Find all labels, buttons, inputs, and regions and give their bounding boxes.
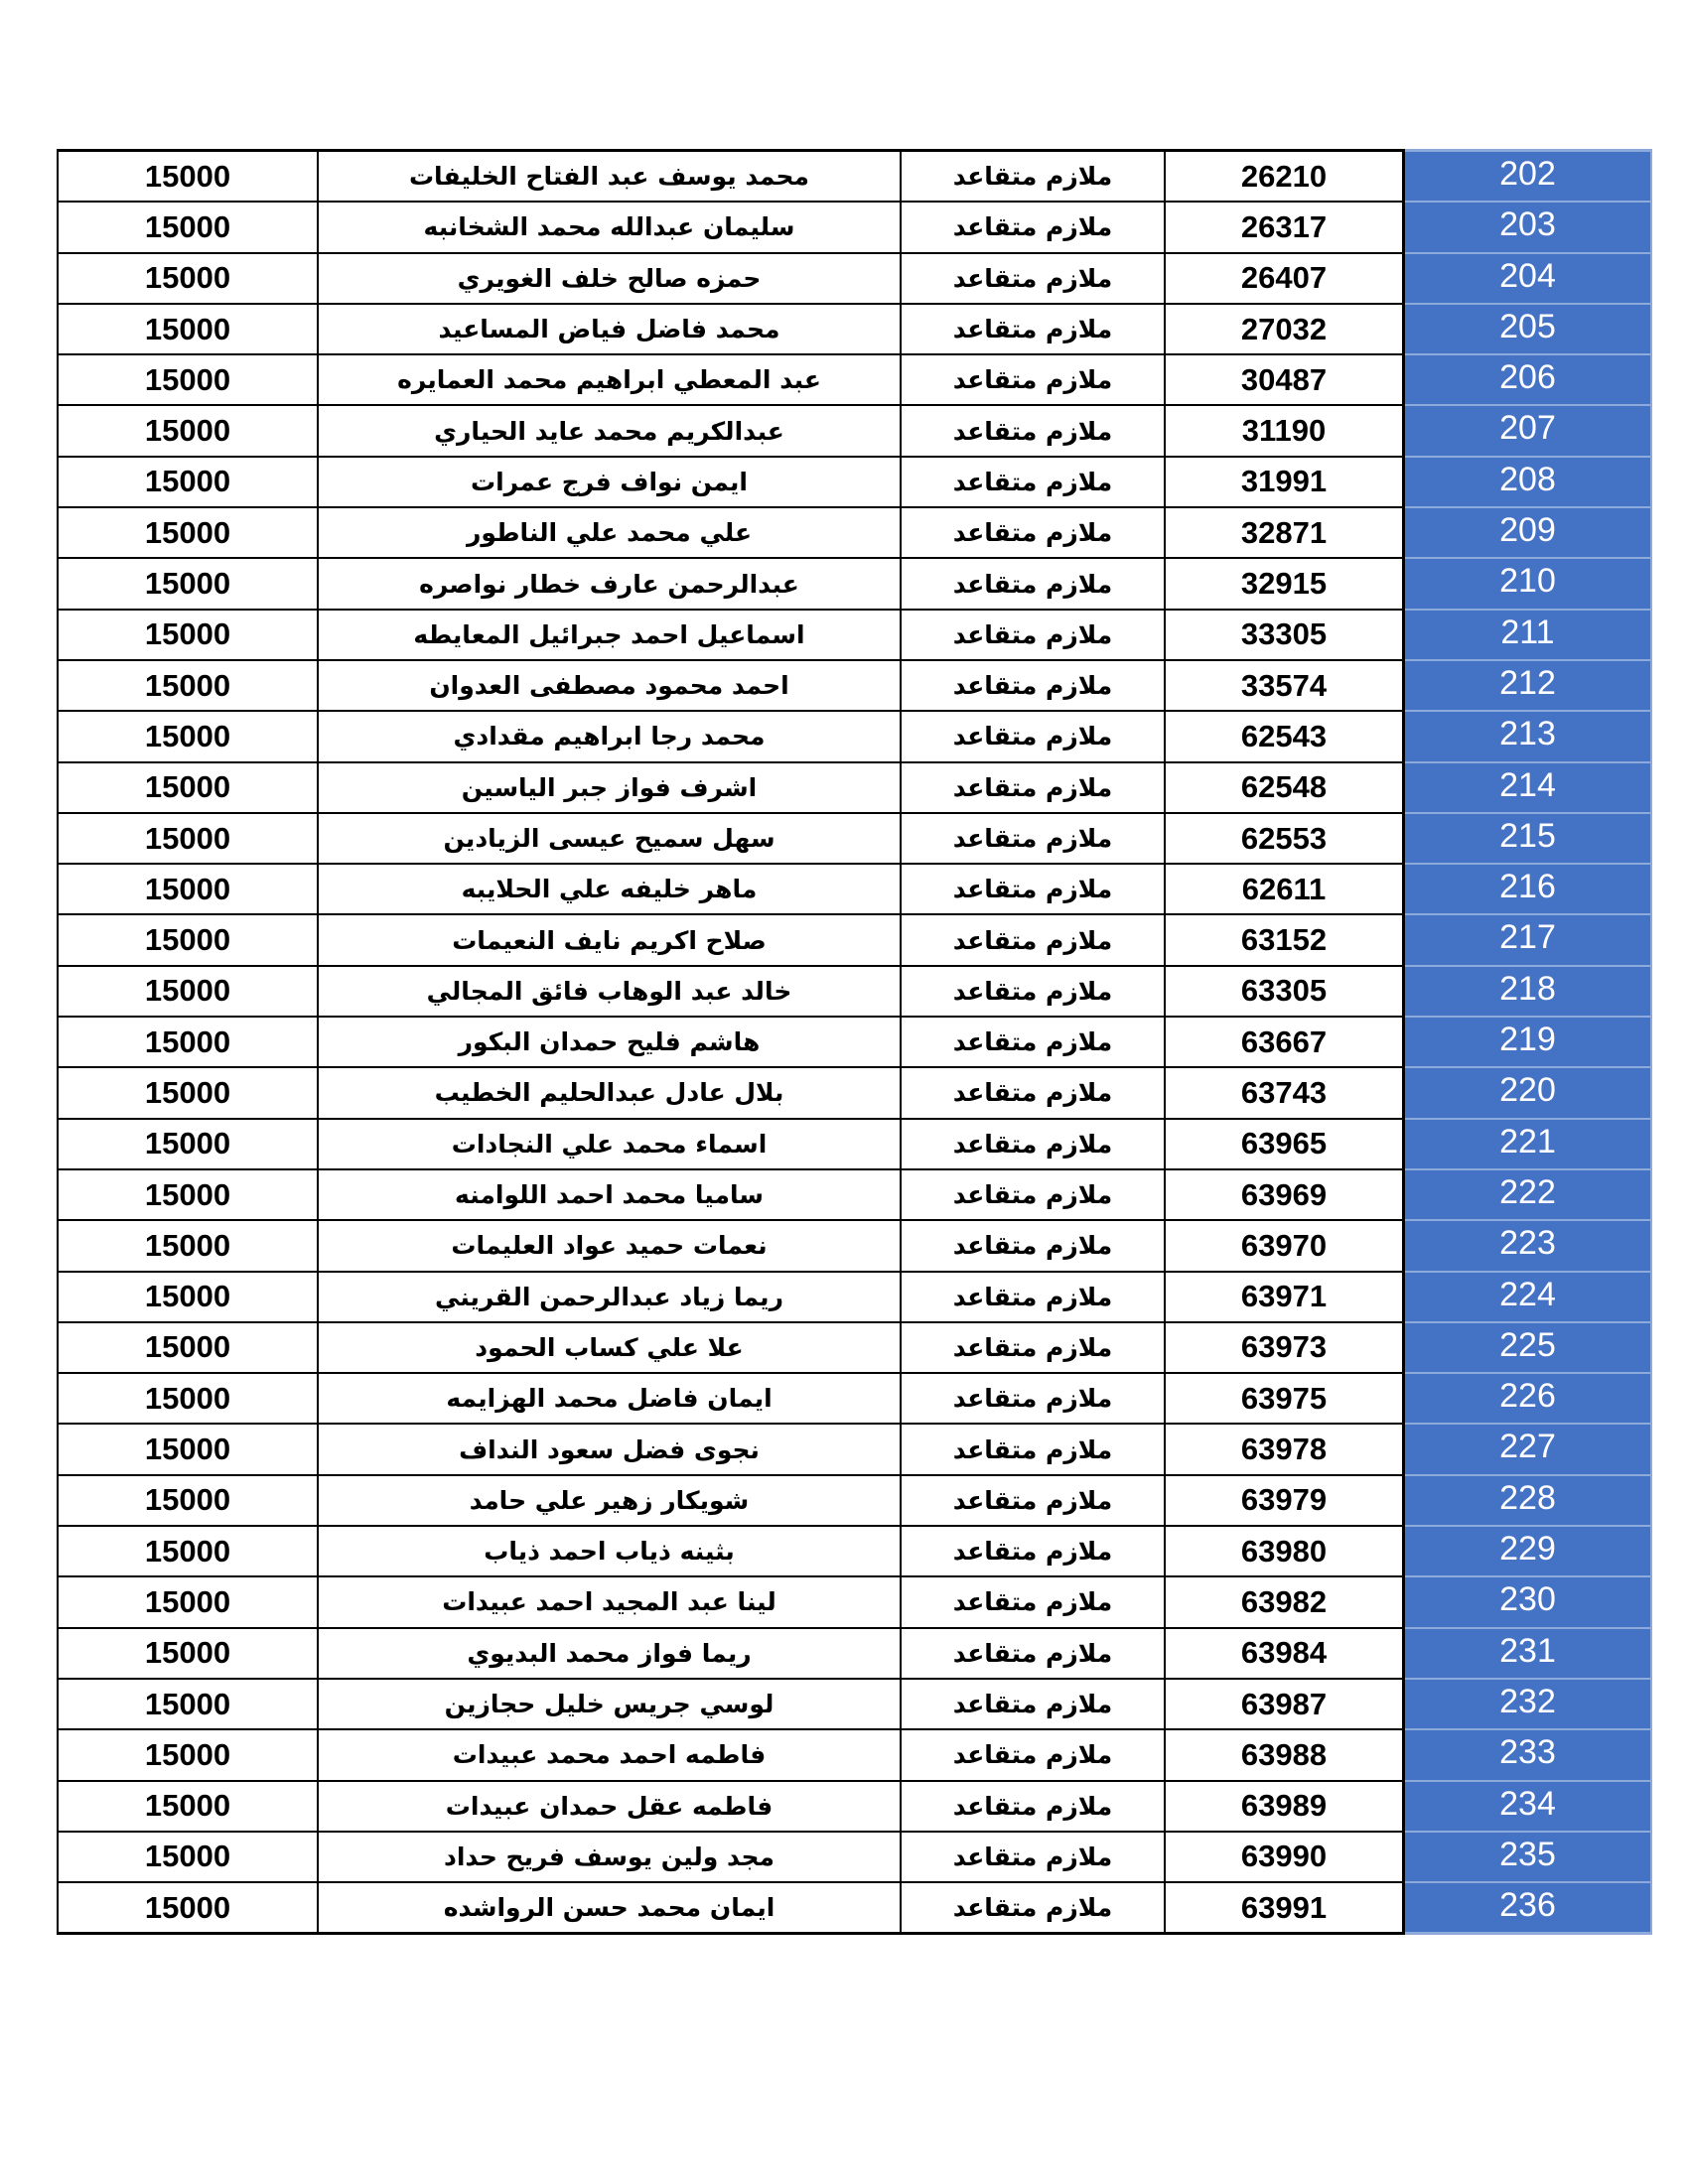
amount-cell: 15000	[58, 1373, 318, 1424]
name-cell: ايمان محمد حسن الرواشده	[318, 1882, 901, 1934]
table-row	[58, 1373, 1651, 1424]
rank-cell: ملازم متقاعد	[901, 1017, 1165, 1067]
table-row	[58, 1576, 1651, 1627]
rank-cell: ملازم متقاعد	[901, 354, 1165, 405]
sequence-number-cell: 218	[1404, 966, 1652, 1017]
id-number-cell: 26407	[1165, 253, 1404, 304]
id-number-cell: 63989	[1165, 1781, 1404, 1832]
sequence-number-cell: 214	[1404, 762, 1652, 813]
table-row	[58, 1729, 1651, 1780]
table-row	[58, 151, 1651, 203]
amount-cell: 15000	[58, 253, 318, 304]
sequence-number-cell: 207	[1404, 405, 1652, 456]
table-row	[58, 1322, 1651, 1373]
amount-cell: 15000	[58, 1679, 318, 1729]
amount-cell: 15000	[58, 1220, 318, 1271]
name-cell: بثينه ذياب احمد ذياب	[318, 1526, 901, 1576]
rank-cell: ملازم متقاعد	[901, 1322, 1165, 1373]
id-number-cell: 63991	[1165, 1882, 1404, 1934]
rank-cell: ملازم متقاعد	[901, 1169, 1165, 1220]
rank-cell: ملازم متقاعد	[901, 1119, 1165, 1169]
name-cell: ساميا محمد احمد اللوامنه	[318, 1169, 901, 1220]
sequence-number-cell: 208	[1404, 457, 1652, 507]
id-number-cell: 63982	[1165, 1576, 1404, 1627]
id-number-cell: 63987	[1165, 1679, 1404, 1729]
name-cell: نجوى فضل سعود النداف	[318, 1424, 901, 1474]
name-cell: شويكار زهير علي حامد	[318, 1475, 901, 1526]
name-cell: عبدالكريم محمد عايد الحياري	[318, 405, 901, 456]
name-cell: لوسي جريس خليل حجازين	[318, 1679, 901, 1729]
rank-cell: ملازم متقاعد	[901, 813, 1165, 864]
amount-cell: 15000	[58, 1119, 318, 1169]
amount-cell: 15000	[58, 1322, 318, 1373]
name-cell: اسماء محمد علي النجادات	[318, 1119, 901, 1169]
table-row	[58, 1017, 1651, 1067]
id-number-cell: 62548	[1165, 762, 1404, 813]
rank-cell: ملازم متقاعد	[901, 507, 1165, 558]
name-cell: هاشم فليح حمدان البكور	[318, 1017, 901, 1067]
table-row	[58, 1169, 1651, 1220]
id-number-cell: 26317	[1165, 202, 1404, 252]
id-number-cell: 63305	[1165, 966, 1404, 1017]
amount-cell: 15000	[58, 1781, 318, 1832]
name-cell: سهل سميح عيسى الزيادين	[318, 813, 901, 864]
rank-cell: ملازم متقاعد	[901, 1424, 1165, 1474]
name-cell: ايمن نواف فرج عمرات	[318, 457, 901, 507]
amount-cell: 15000	[58, 1628, 318, 1679]
name-cell: صلاح اكريم نايف النعيمات	[318, 914, 901, 965]
name-cell: محمد فاضل فياض المساعيد	[318, 304, 901, 354]
rank-cell: ملازم متقاعد	[901, 1272, 1165, 1322]
rank-cell: ملازم متقاعد	[901, 1526, 1165, 1576]
sequence-number-cell: 205	[1404, 304, 1652, 354]
name-cell: ايمان فاضل محمد الهزايمه	[318, 1373, 901, 1424]
amount-cell: 15000	[58, 864, 318, 914]
id-number-cell: 63743	[1165, 1067, 1404, 1118]
table-row	[58, 1119, 1651, 1169]
id-number-cell: 63973	[1165, 1322, 1404, 1373]
rank-cell: ملازم متقاعد	[901, 864, 1165, 914]
table-row	[58, 1832, 1651, 1882]
amount-cell: 15000	[58, 1526, 318, 1576]
amount-cell: 15000	[58, 1832, 318, 1882]
sequence-number-cell: 204	[1404, 253, 1652, 304]
amount-cell: 15000	[58, 711, 318, 761]
amount-cell: 15000	[58, 1272, 318, 1322]
amount-cell: 15000	[58, 354, 318, 405]
sequence-number-cell: 212	[1404, 660, 1652, 711]
amount-cell: 15000	[58, 1017, 318, 1067]
table-row	[58, 1220, 1651, 1271]
name-cell: علا علي كساب الحمود	[318, 1322, 901, 1373]
sequence-number-cell: 217	[1404, 914, 1652, 965]
sequence-number-cell: 213	[1404, 711, 1652, 761]
rank-cell: ملازم متقاعد	[901, 1067, 1165, 1118]
name-cell: خالد عبد الوهاب فائق المجالي	[318, 966, 901, 1017]
name-cell: بلال عادل عبدالحليم الخطيب	[318, 1067, 901, 1118]
amount-cell: 15000	[58, 457, 318, 507]
amount-cell: 15000	[58, 762, 318, 813]
table-row	[58, 1424, 1651, 1474]
name-cell: ريما زياد عبدالرحمن القريني	[318, 1272, 901, 1322]
amount-cell: 15000	[58, 1067, 318, 1118]
id-number-cell: 63988	[1165, 1729, 1404, 1780]
amount-cell: 15000	[58, 405, 318, 456]
rank-cell: ملازم متقاعد	[901, 1628, 1165, 1679]
amount-cell: 15000	[58, 202, 318, 252]
sequence-number-cell: 203	[1404, 202, 1652, 252]
name-cell: اسماعيل احمد جبرائيل المعايطه	[318, 610, 901, 660]
rank-cell: ملازم متقاعد	[901, 151, 1165, 203]
amount-cell: 15000	[58, 304, 318, 354]
rank-cell: ملازم متقاعد	[901, 711, 1165, 761]
id-number-cell: 30487	[1165, 354, 1404, 405]
id-number-cell: 63980	[1165, 1526, 1404, 1576]
name-cell: ريما فواز محمد البديوي	[318, 1628, 901, 1679]
rank-cell: ملازم متقاعد	[901, 304, 1165, 354]
id-number-cell: 63979	[1165, 1475, 1404, 1526]
id-number-cell: 62611	[1165, 864, 1404, 914]
sequence-number-cell: 230	[1404, 1576, 1652, 1627]
rank-cell: ملازم متقاعد	[901, 914, 1165, 965]
sequence-number-cell: 222	[1404, 1169, 1652, 1220]
sequence-number-cell: 225	[1404, 1322, 1652, 1373]
rank-cell: ملازم متقاعد	[901, 1373, 1165, 1424]
rank-cell: ملازم متقاعد	[901, 558, 1165, 609]
rank-cell: ملازم متقاعد	[901, 405, 1165, 456]
id-number-cell: 33574	[1165, 660, 1404, 711]
name-cell: لينا عبد المجيد احمد عبيدات	[318, 1576, 901, 1627]
amount-cell: 15000	[58, 914, 318, 965]
name-cell: حمزه صالح خلف الغويري	[318, 253, 901, 304]
amount-cell: 15000	[58, 1729, 318, 1780]
table-row	[58, 405, 1651, 456]
rank-cell: ملازم متقاعد	[901, 762, 1165, 813]
rank-cell: ملازم متقاعد	[901, 966, 1165, 1017]
rank-cell: ملازم متقاعد	[901, 202, 1165, 252]
name-cell: عبد المعطي ابراهيم محمد العمايره	[318, 354, 901, 405]
id-number-cell: 26210	[1165, 151, 1404, 203]
rank-cell: ملازم متقاعد	[901, 1679, 1165, 1729]
table-row	[58, 864, 1651, 914]
rank-cell: ملازم متقاعد	[901, 1729, 1165, 1780]
sequence-number-cell: 234	[1404, 1781, 1652, 1832]
name-cell: فاطمه احمد محمد عبيدات	[318, 1729, 901, 1780]
id-number-cell: 62553	[1165, 813, 1404, 864]
sequence-number-cell: 227	[1404, 1424, 1652, 1474]
id-number-cell: 62543	[1165, 711, 1404, 761]
sequence-number-cell: 221	[1404, 1119, 1652, 1169]
rank-cell: ملازم متقاعد	[901, 660, 1165, 711]
sequence-number-cell: 235	[1404, 1832, 1652, 1882]
rank-cell: ملازم متقاعد	[901, 1220, 1165, 1271]
sequence-number-cell: 216	[1404, 864, 1652, 914]
table-row	[58, 1679, 1651, 1729]
table-row	[58, 304, 1651, 354]
sequence-number-cell: 206	[1404, 354, 1652, 405]
name-cell: علي محمد علي الناطور	[318, 507, 901, 558]
table-row	[58, 813, 1651, 864]
rank-cell: ملازم متقاعد	[901, 1576, 1165, 1627]
name-cell: نعمات حميد عواد العليمات	[318, 1220, 901, 1271]
rank-cell: ملازم متقاعد	[901, 1882, 1165, 1934]
amount-cell: 15000	[58, 1475, 318, 1526]
sequence-number-cell: 211	[1404, 610, 1652, 660]
amount-cell: 15000	[58, 1424, 318, 1474]
rank-cell: ملازم متقاعد	[901, 1475, 1165, 1526]
table-row	[58, 558, 1651, 609]
rank-cell: ملازم متقاعد	[901, 1832, 1165, 1882]
amount-cell: 15000	[58, 507, 318, 558]
id-number-cell: 63978	[1165, 1424, 1404, 1474]
id-number-cell: 63975	[1165, 1373, 1404, 1424]
table-row	[58, 1475, 1651, 1526]
name-cell: فاطمه عقل حمدان عبيدات	[318, 1781, 901, 1832]
sequence-number-cell: 202	[1404, 151, 1652, 203]
id-number-cell: 63990	[1165, 1832, 1404, 1882]
rank-cell: ملازم متقاعد	[901, 610, 1165, 660]
table-row	[58, 1067, 1651, 1118]
id-number-cell: 31190	[1165, 405, 1404, 456]
amount-cell: 15000	[58, 966, 318, 1017]
name-cell: سليمان عبدالله محمد الشخانبه	[318, 202, 901, 252]
amount-cell: 15000	[58, 558, 318, 609]
sequence-number-cell: 210	[1404, 558, 1652, 609]
rank-cell: ملازم متقاعد	[901, 1781, 1165, 1832]
id-number-cell: 32915	[1165, 558, 1404, 609]
sequence-number-cell: 219	[1404, 1017, 1652, 1067]
id-number-cell: 63965	[1165, 1119, 1404, 1169]
table-row	[58, 660, 1651, 711]
amount-cell: 15000	[58, 813, 318, 864]
id-number-cell: 33305	[1165, 610, 1404, 660]
name-cell: مجد ولين يوسف فريح حداد	[318, 1832, 901, 1882]
retirees-table	[57, 149, 1652, 1935]
sequence-number-cell: 229	[1404, 1526, 1652, 1576]
sequence-number-cell: 236	[1404, 1882, 1652, 1934]
table-row	[58, 1526, 1651, 1576]
id-number-cell: 63667	[1165, 1017, 1404, 1067]
id-number-cell: 27032	[1165, 304, 1404, 354]
table-row	[58, 354, 1651, 405]
table-row	[58, 966, 1651, 1017]
sequence-number-cell: 223	[1404, 1220, 1652, 1271]
table-row	[58, 507, 1651, 558]
sequence-number-cell: 232	[1404, 1679, 1652, 1729]
table-row	[58, 711, 1651, 761]
sequence-number-cell: 215	[1404, 813, 1652, 864]
amount-cell: 15000	[58, 151, 318, 203]
name-cell: عبدالرحمن عارف خطار نواصره	[318, 558, 901, 609]
table-row	[58, 457, 1651, 507]
name-cell: محمد يوسف عبد الفتاح الخليفات	[318, 151, 901, 203]
table-row	[58, 914, 1651, 965]
sequence-number-cell: 224	[1404, 1272, 1652, 1322]
name-cell: ماهر خليفه علي الحلايبه	[318, 864, 901, 914]
amount-cell: 15000	[58, 1576, 318, 1627]
name-cell: احمد محمود مصطفى العدوان	[318, 660, 901, 711]
name-cell: محمد رجا ابراهيم مقدادي	[318, 711, 901, 761]
table-row	[58, 610, 1651, 660]
sequence-number-cell: 220	[1404, 1067, 1652, 1118]
amount-cell: 15000	[58, 610, 318, 660]
table-row	[58, 253, 1651, 304]
table-row	[58, 1781, 1651, 1832]
table-row	[58, 202, 1651, 252]
id-number-cell: 63152	[1165, 914, 1404, 965]
rank-cell: ملازم متقاعد	[901, 457, 1165, 507]
sequence-number-cell: 226	[1404, 1373, 1652, 1424]
id-number-cell: 63969	[1165, 1169, 1404, 1220]
rank-cell: ملازم متقاعد	[901, 253, 1165, 304]
id-number-cell: 63984	[1165, 1628, 1404, 1679]
id-number-cell: 63970	[1165, 1220, 1404, 1271]
sequence-number-cell: 228	[1404, 1475, 1652, 1526]
amount-cell: 15000	[58, 660, 318, 711]
sequence-number-cell: 233	[1404, 1729, 1652, 1780]
name-cell: اشرف فواز جبر الياسين	[318, 762, 901, 813]
id-number-cell: 31991	[1165, 457, 1404, 507]
sequence-number-cell: 231	[1404, 1628, 1652, 1679]
table-row	[58, 762, 1651, 813]
id-number-cell: 32871	[1165, 507, 1404, 558]
table-row	[58, 1272, 1651, 1322]
retirees-table-body	[58, 151, 1651, 1934]
amount-cell: 15000	[58, 1169, 318, 1220]
table-row	[58, 1628, 1651, 1679]
amount-cell: 15000	[58, 1882, 318, 1934]
table-row	[58, 1882, 1651, 1934]
id-number-cell: 63971	[1165, 1272, 1404, 1322]
sequence-number-cell: 209	[1404, 507, 1652, 558]
